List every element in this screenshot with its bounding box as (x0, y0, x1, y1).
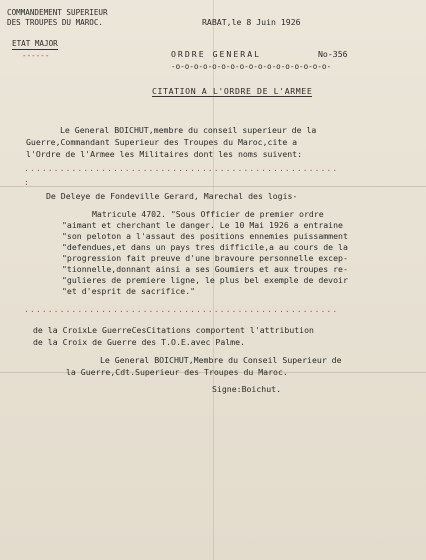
citation-title: CITATION A L'ORDRE DE L'ARMEE (152, 86, 313, 96)
closing-line: de la CroixLe GuerreCesCitations comportent l'attribution (33, 325, 314, 335)
order-rule: -o-o-o-o-o-o-o-o-o-o-o-o-o-o-o-o-o- (171, 62, 332, 71)
intro-line: l'Ordre de l'Armee les Militaires dont les noms suivent: (26, 149, 303, 159)
dotted-separator: ..................................................... (24, 304, 339, 314)
state-underline: ------ (22, 51, 50, 60)
org-line-1: COMMANDEMENT SUPERIEUR (7, 8, 108, 17)
dotted-separator: : (24, 177, 30, 187)
citation-line: "tionnelle,donnant ainsi a ses Goumiers et aux troupes re- (62, 264, 348, 274)
citation-line: "gulieres de premiere ligne, le plus bel exemple de devoir (62, 275, 348, 285)
place-date: RABAT,le 8 Juin 1926 (202, 17, 301, 27)
closing-line: de la Croix de Guerre des T.O.E.avec Palme. (33, 337, 245, 347)
intro-line: Guerre,Commandant Superieur des Troupes du Maroc,cite a (26, 137, 298, 147)
citation-line: "aimant et cherchant le danger. Le 10 Mai 1926 a entraine (62, 220, 343, 230)
order-title: ORDRE GENERAL (171, 49, 262, 59)
citation-line: "et d'esprit de sacrifice." (62, 286, 196, 296)
signature-line: la Guerre,Cdt.Superieur des Troupes du Maroc. (66, 367, 288, 377)
org-line-2: DES TROUPES DU MAROC. (7, 18, 104, 27)
signed-by: Signe:Boichut. (212, 384, 282, 394)
state-major: ETAT MAJOR (12, 39, 58, 48)
citation-line: Matricule 4702. "Sous Officier de premier ordre (92, 209, 324, 219)
dotted-separator: ..................................................... (24, 163, 339, 173)
citation-line: "son peloton a l'assaut des positions ennemies puissamment (62, 231, 348, 241)
citation-name: De Deleye de Fondeville Gerard, Marechal des logis- (46, 191, 298, 201)
citation-line: "progression fait preuve d'une bravoure personnelle excep- (62, 253, 348, 263)
order-number: No-356 (318, 49, 348, 59)
citation-line: "defendues,et dans un pays tres difficile,a au cours de la (62, 242, 348, 252)
signature-line: Le General BOICHUT,Membre du Conseil Superieur de (100, 355, 342, 365)
intro-line: Le General BOICHUT,membre du conseil superieur de la (60, 125, 317, 135)
